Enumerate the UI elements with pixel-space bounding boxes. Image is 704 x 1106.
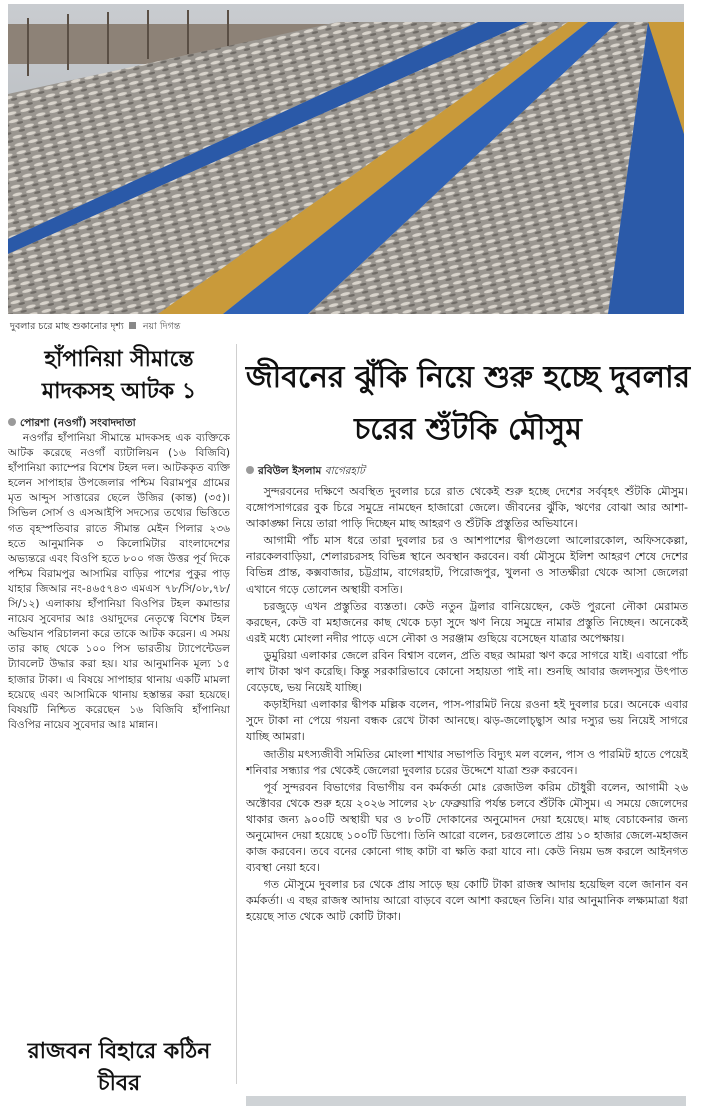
main-headline: জীবনের ঝুঁকি নিয়ে শুরু হচ্ছে দুবলার চরের শুঁটকি মৌসুম — [245, 360, 691, 447]
side-body: নওগাঁর হাঁপানিয়া সীমান্তে মাদকসহ এক ব্যক্তিকে আটক করেছে নওগাঁ ব্যাটালিয়ন (১৬ বিজিবি) হাঁপানিয়া ক্যাম্পের বিশেষ টহল দল। আটককৃত ব্যক্তি হলেন সাপাহার উপজেলার পশ্চিম বিরামপুর গ্রামের মৃত আব্দুস সাত্তারের ছেলে উজির (কান্ত) (৩৫)। সিভিল সোর্স ও এসআইপি সদস্যের তথ্যের ভিত্তিতে গত বৃহস্পতিবার রাতে সীমান্ত মেইন পিলার ২৩৬ হতে আনুমানিক ৩ কিলোমিটার বাংলাদেশের অভ্যন্তরে এবং বিওপি হতে ৮০০ গজ উত্তর পূর্ব দিকে পশ্চিম বিরামপুর আসামির বাড়ির পাশের পুকুর পাড় যাহার জিআর নং-৪৬৫৭৪৩ এমএস ৭৮/সি/০৮,৭৮/সি/১২) এলাকায় হাঁপানিয়া বিওপির টহল কমান্ডার নায়েব সুবেদার আঃ ওয়াদুদের নেতৃত্বে বিশেষ টহল অভিযান পরিচালনা করে তাকে আটক করেন। এ সময় তার কাছ থেকে ১০০ পিস ভারতীয় ট্যাপেন্টেডল ট্যাবলেট উদ্ধার করা হয়। যার আনুমানিক মূল্য ১৫ হাজার টাকা। এ বিষয়ে সাপাহার থানায় একটি মামলা হয়েছে এবং আসামিকে থানায় হস্তান্তর করা হয়েছে। বিষয়টি নিশ্চিত করেছেন ১৬ বিজিবি হাঁপানিয়া বিওপির নায়েব সুবেদার আঃ মান্নান। — [8, 432, 230, 731]
paragraph: কড়াইদিয়া এলাকার দ্বীপক মল্লিক বলেন, পাস-পারমিট নিয়ে রওনা হই দুবলার চরে। অনেকে এবার সুদে টাকা না পেয়ে গয়না বন্ধক রেখে টাকা আনছে। ঝড়-জলোচ্ছ্বাস আর দস্যুর ভয় নিয়েই সাগরে যাচ্ছি আমরা। — [246, 698, 688, 744]
bullet-icon — [8, 418, 16, 426]
bullet-icon — [246, 466, 254, 474]
square-icon — [129, 322, 136, 329]
side-story — [8, 344, 230, 1079]
side-byline — [8, 416, 230, 430]
main-byline — [246, 464, 365, 478]
bottom-headline: রাজবন বিহারে কঠিন চীবর — [27, 1039, 211, 1096]
fish-drying-racks-illustration — [8, 4, 684, 314]
news-photo — [8, 4, 684, 314]
next-photo-edge — [246, 1096, 686, 1106]
photo-caption — [10, 320, 690, 334]
paragraph: চরজুড়ে এখন প্রস্তুতির ব্যস্ততা। কেউ নতুন ট্রলার বানিয়েছেন, কেউ পুরনো নৌকা মেরামত করছেন, কেউ বা মহাজনের কাছ থেকে চড়া সুদে ঋণ নিয়ে সমুদ্রে নামার প্রস্তুতি নিচ্ছেন। অনেকেই এরই মধ্যে মোংলা নদীর পাড়ে এসে নৌকা ও সরঞ্জাম গুছিয়ে বসেছেন যাত্রার অপেক্ষায়। — [246, 599, 688, 645]
side-byline-text: পোরশা (নওগাঁ) সংবাদদাতা — [20, 417, 136, 429]
photo-credit: নয়া দিগন্ত — [142, 321, 181, 332]
dateline: বাগেরহাট — [324, 465, 365, 477]
paragraph: পূর্ব সুন্দরবন বিভাগের বিভাগীয় বন কর্মকর্তা মোঃ রেজাউল করিম চৌধুরী বলেন, আগামী ২৬ অক্টোবর থেকে শুরু হয়ে ২০২৬ সালের ২৮ ফেব্রুয়ারি পর্যন্ত চলবে শুঁটকি মৌসুম। এ সময়ে জেলেদের থাকার জন্য ৯০০টি অস্থায়ী ঘর ও ৮০টি দোকানের অনুমোদন দেয়া হয়েছে। মাছ বেচাকেনার জন্য অনুমোদন দেয়া হয়েছে ১০০টি ডিপো। তিনি আরো বলেন, চরগুলোতে প্রায় ১০ হাজার জেলে-মহাজন কাজ করবেন। তবে বনের কোনো গাছ কাটা বা ক্ষতি করা যাবে না। কেউ নিয়ম ভঙ্গ করলে আইনগত ব্যবস্থা নেয়া হবে। — [246, 780, 688, 875]
side-headline: হাঁপানিয়া সীমান্তে মাদকসহ আটক ১ — [41, 347, 197, 404]
caption-text: দুবলার চরে মাছ শুকানোর দৃশ্য — [10, 321, 124, 332]
paragraph: জাতীয় মৎস্যজীবী সমিতির মোংলা শাখার সভাপতি বিদ্যুৎ মল বলেন, পাস ও পারমিট হাতে পেয়েই শনিবার সন্ধ্যার পর থেকেই জেলেরা দুবলার চরের উদ্দেশে যাত্রা শুরু করবেন। — [246, 747, 688, 777]
paragraph: সুন্দরবনের দক্ষিণে অবস্থিত দুবলার চরে রাত থেকেই শুরু হচ্ছে দেশের সর্ববৃহৎ শুঁটকি মৌসুম। বঙ্গোপসাগরের বুক চিরে সমুদ্রে নামছেন হাজারো জেলে। জীবনের ঝুঁকি, ঋণের বোঝা আর আশা- আকাঙ্ক্ষা নিয়ে তারা পাড়ি দিচ্ছেন মাছ আহরণ ও শুঁটকি প্রস্তুতির অভিযানে। — [246, 485, 688, 531]
main-body — [246, 484, 688, 1084]
author-name: রবিউল ইসলাম — [258, 465, 322, 477]
column-divider — [236, 344, 237, 1084]
paragraph: গত মৌসুমে দুবলার চর থেকে প্রায় সাড়ে ছয় কোটি টাকা রাজস্ব আদায় হয়েছিল বলে জানান বন কর্মকর্তা। এ বছর রাজস্ব আদায় আরো বাড়বে বলে আশা করছেন তিনি। যার আনুমানিক লক্ষ্যমাত্রা ধরা হয়েছে সাত থেকে আট কোটি টাকা। — [246, 878, 688, 924]
paragraph: আগামী পাঁচ মাস ধরে তারা দুবলার চর ও আশপাশের দ্বীপগুলো আলোরকোল, অফিসকেল্লা, নারকেলবাড়িয়া, শেলারচরসহ বিভিন্ন স্থানে অবস্থান করবেন। বর্ষা মৌসুমে ইলিশ আহরণ শেষে দেশের বিভিন্ন প্রান্ত, কক্সবাজার, চট্টগ্রাম, বাগেরহাট, পিরোজপুর, খুলনা ও সাতক্ষীরা থেকে আসা জেলেরা এখানে গড়ে তোলেন অস্থায়ী বসতি। — [246, 534, 688, 596]
paragraph: ডুমুরিয়া এলাকার জেলে রবিন বিশ্বাস বলেন, প্রতি বছর আমরা ঋণ করে সাগরে যাই। এবারো পাঁচ লাখ টাকা ঋণ করেছি। কিন্তু সরকারিভাবে কোনো সহায়তা পাই না। শুনছি আবার জলদস্যুর উৎপাত বেড়েছে, ভয় নিয়েই যাচ্ছি। — [246, 648, 688, 695]
